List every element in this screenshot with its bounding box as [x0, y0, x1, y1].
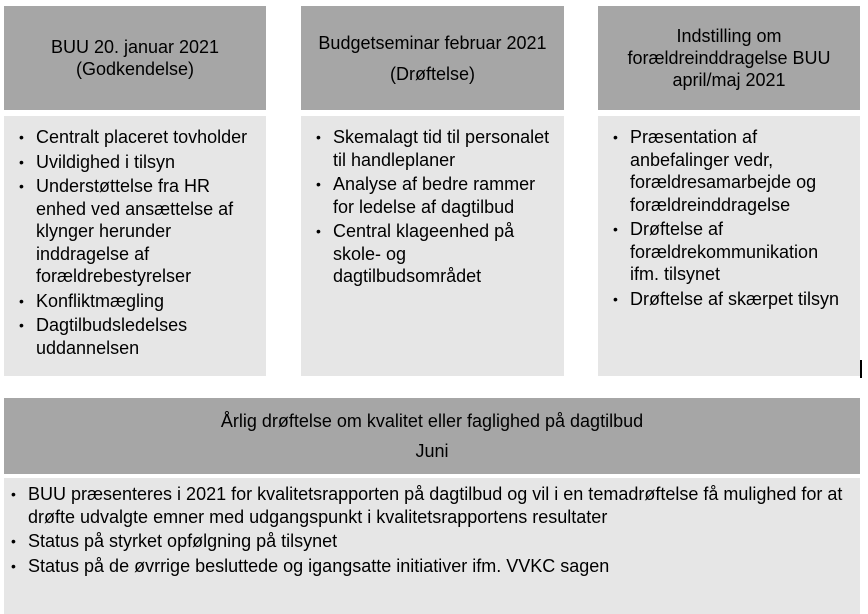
list-item-text: Understøttelse fra HR enhed ved ansættelse af klynger herunder inddragelse af forældrebestyrelser	[36, 176, 234, 286]
card-title: BUU 20. januar 2021	[50, 37, 220, 57]
card-subtitle: (Drøftelse)	[390, 63, 475, 84]
card-title: Årlig drøftelse om kvalitet eller faglighed på dagtilbud	[220, 411, 644, 431]
list-item	[4, 530, 846, 553]
card-header	[4, 398, 860, 474]
bullet-icon: •	[11, 486, 16, 502]
card-subtitle: Juni	[415, 441, 449, 461]
list-item-text: Drøftelse af forældrekommunikation ifm. tilsynet	[630, 219, 819, 284]
list-item-text: Uvildighed i tilsyn	[36, 151, 176, 172]
bullet-icon: •	[613, 129, 618, 145]
list-item-text: Central klageenhed på skole- og dagtilbudsområdet	[333, 221, 515, 286]
list-item	[606, 288, 852, 311]
list-item	[12, 126, 258, 149]
list-item-text: Præsentation af anbefalinger vedr, forældresamarbejde og forældreinddragelse	[630, 127, 817, 215]
list-item-text: Status på styrket opfølgning på tilsynet	[28, 531, 338, 551]
list-item-text: Centralt placeret tovholder	[36, 127, 248, 147]
list-item-text: Konfliktmægling	[36, 290, 165, 311]
list-item-text: Analyse af bedre rammer for ledelse af dagtilbud	[333, 174, 536, 217]
list-item	[309, 126, 556, 171]
bullet-icon: •	[19, 292, 24, 309]
card-title: Budgetseminar februar 2021	[318, 32, 547, 53]
list-item-text: Drøftelse af skærpet tilsyn	[630, 288, 840, 309]
bullet-list	[598, 116, 860, 310]
bullet-icon: •	[19, 153, 24, 170]
list-item	[12, 151, 258, 174]
bullet-list	[4, 116, 266, 359]
list-item	[12, 175, 258, 288]
card-title-line-2: forældreinddragelse BUU	[627, 48, 831, 68]
list-item	[309, 173, 556, 218]
card-subtitle: (Godkendelse)	[75, 59, 195, 79]
list-item	[606, 218, 852, 286]
list-item	[12, 314, 258, 359]
bullet-icon: •	[11, 533, 16, 549]
card-buu-januar	[4, 6, 266, 376]
list-item	[606, 126, 852, 216]
list-item	[4, 483, 846, 528]
text-cursor-mark	[860, 360, 862, 378]
bullet-list	[4, 478, 860, 577]
card-body	[598, 116, 860, 376]
list-item-text: Dagtilbudsledelses uddannelsen	[36, 315, 188, 358]
card-title-line-3: april/maj 2021	[672, 70, 786, 90]
card-header	[301, 6, 564, 110]
list-item-text: BUU præsenteres i 2021 for kvalitetsrapporten på dagtilbud og vil i en temadrøftelse få mulighed for at drøfte udvalgte emner med udgangspunkt i kvalitetsrapportens resultater	[28, 484, 843, 527]
bullet-list	[301, 116, 564, 288]
bullet-icon: •	[11, 557, 16, 574]
bullet-icon: •	[316, 176, 321, 192]
card-indstilling	[598, 6, 860, 376]
bullet-icon: •	[316, 223, 321, 239]
card-body	[4, 478, 860, 614]
bullet-icon: •	[613, 221, 618, 237]
list-item	[12, 290, 258, 313]
bullet-icon: •	[19, 129, 24, 145]
list-item	[4, 555, 846, 578]
card-body	[301, 116, 564, 376]
bullet-icon: •	[19, 178, 24, 194]
card-title-line-1: Indstilling om	[676, 26, 782, 46]
list-item-text: Skemalagt tid til personalet til handleplaner	[333, 127, 550, 170]
card-header	[4, 6, 266, 110]
bullet-icon: •	[613, 290, 618, 307]
list-item-text: Status på de øvrrige besluttede og igangsatte initiativer ifm. VVKC sagen	[28, 555, 610, 576]
list-item	[309, 220, 556, 288]
card-body	[4, 116, 266, 376]
card-aarlig-droeftelse	[4, 398, 860, 614]
bullet-icon: •	[316, 129, 321, 145]
bullet-icon: •	[19, 317, 24, 333]
card-header	[598, 6, 860, 110]
card-budgetseminar	[301, 6, 564, 376]
